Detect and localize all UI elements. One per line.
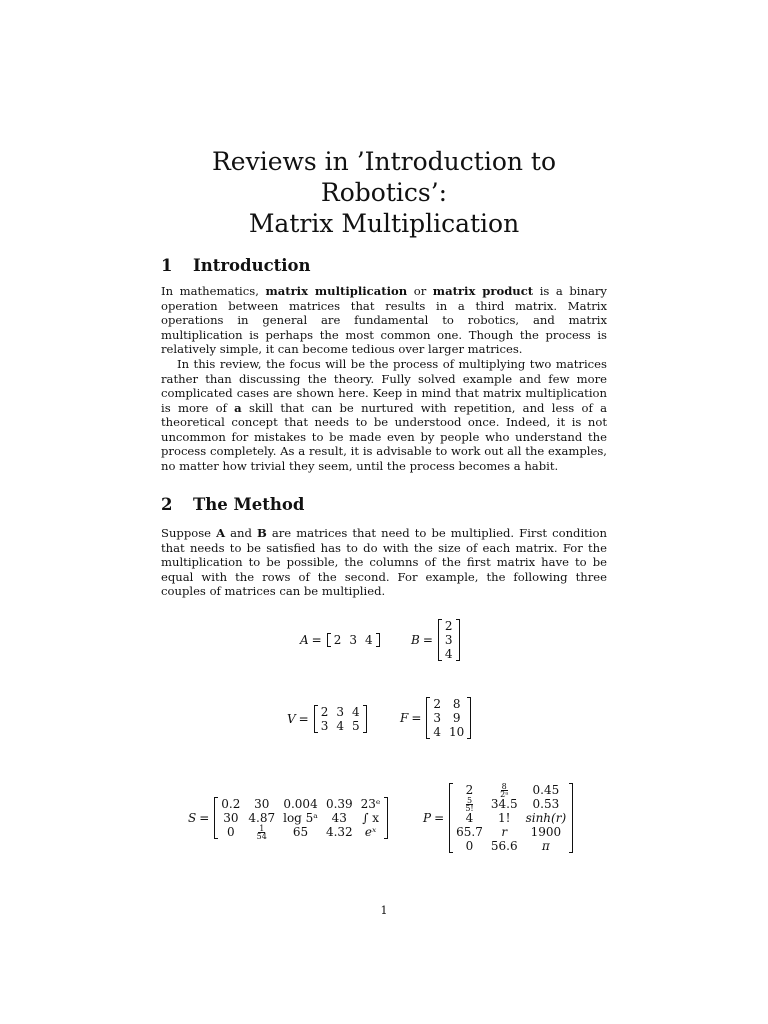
matrix-cell: r — [501, 825, 508, 839]
paper-title — [120, 146, 648, 239]
matrix-label: P = — [423, 811, 445, 825]
text-run: are matrices that need to be multiplied. First condition that needs to be satisfied has to do with the size of each matrix. For the multiplication to be possible, the columns of the first matrix have to be equal with the rows of the second. For example, the following three couples of matrices can be multiplied. — [161, 526, 607, 598]
matrix-cell: ∫ x — [362, 811, 380, 825]
matrix-cell: 10 — [449, 725, 465, 739]
matrix-cell: 65.7 — [456, 825, 483, 839]
matrix-cell: 1! — [497, 811, 511, 825]
matrix-label: S = — [188, 811, 210, 825]
equation-matrix-f — [400, 697, 471, 739]
matrix-cell: 8 — [452, 697, 461, 711]
matrix-cell: 56.6 — [490, 839, 518, 853]
matrix-cell: 4 — [444, 647, 453, 661]
text-run: In mathematics, — [161, 284, 266, 298]
matrix-symbol-b: B — [256, 526, 267, 540]
matrix-p — [449, 783, 573, 853]
matrix-label: F = — [400, 711, 422, 725]
section-number: 1 — [161, 256, 173, 275]
equation-matrix-p — [423, 783, 573, 853]
matrix-label: V = — [287, 712, 309, 726]
matrix-cell: 1900 — [530, 825, 562, 839]
matrix-cell: 2 — [465, 783, 474, 797]
text-run: is a binary operation between matrices that results in a third matrix. Matrix operations in general are fundamental to robotics, and matrix multiplication is perhaps the most common one. Though the process is relatively simple, it can become tedious over larger matrices. — [161, 284, 607, 356]
section-heading-method — [161, 495, 304, 514]
matrix-cell: eˣ — [364, 825, 377, 839]
matrix-cell: 2 — [333, 633, 342, 647]
matrix-cell: 3 — [349, 633, 358, 647]
matrix-cell: sinh(r) — [525, 811, 567, 825]
section-heading-introduction — [161, 256, 311, 275]
matrix-cell: 0 — [227, 825, 235, 839]
matrix-cell: 0 — [465, 839, 474, 853]
matrix-cell: 30 — [223, 811, 239, 825]
matrix-cell: 43 — [331, 811, 347, 825]
matrix-cell: 4 — [433, 725, 442, 739]
matrix-cell: 2 — [320, 705, 329, 719]
section-title: Introduction — [193, 256, 311, 275]
matrix-cell: 4.32 — [325, 825, 353, 839]
matrix-s — [214, 797, 387, 839]
section-title: The Method — [193, 495, 305, 514]
matrix-cell: $\frac{8}{\text{2ᵃ}}$ — [500, 782, 509, 799]
matrix-cell: 3 — [433, 711, 442, 725]
text-run: skill that can be nurtured with repetition, and less of a theoretical concept that needs to be understood once. Indeed, it is not uncommon for mistakes to be made even by people who understand the process completely. As a result, it is advisable to work out all the examples, no matter how trivial they seem, until the process becomes a habit. — [161, 400, 607, 473]
matrix-cell: 5 — [352, 719, 360, 733]
matrix-cell: π — [541, 839, 550, 853]
matrix-cell: 34.5 — [490, 797, 518, 811]
matrix-v — [314, 705, 367, 733]
matrix-cell: $\frac{1}{54}$ — [256, 824, 267, 841]
matrix-cell: 2 — [444, 619, 453, 633]
term-matrix-product: matrix product — [432, 284, 534, 298]
matrix-cell: log 5ᵃ — [283, 811, 318, 825]
emphasis-a: a — [234, 400, 242, 415]
text-run: and — [225, 526, 257, 540]
matrix-a — [327, 633, 380, 647]
matrix-cell: 0.004 — [283, 797, 318, 811]
title-line-3: Matrix Multiplication — [248, 209, 520, 238]
matrix-cell: 4 — [352, 705, 360, 719]
matrix-label: B = — [411, 633, 433, 647]
equation-matrix-b — [411, 619, 460, 661]
matrix-f — [426, 697, 471, 739]
matrix-cell: 3 — [444, 633, 453, 647]
matrix-cell: 4 — [336, 719, 345, 733]
matrix-cell: 4 — [465, 811, 474, 825]
matrix-cell: 9 — [452, 711, 461, 725]
matrix-symbol-a: A — [216, 526, 226, 540]
section-number: 2 — [161, 495, 173, 514]
equation-matrix-a — [300, 633, 380, 647]
text-run: Suppose — [161, 526, 217, 540]
matrix-cell: 23ᵉ — [360, 797, 381, 811]
equation-matrix-s — [188, 797, 388, 839]
intro-paragraph-2 — [161, 357, 607, 473]
matrix-cell: 0.2 — [221, 797, 241, 811]
text-run: or — [407, 284, 433, 298]
title-line-1: Reviews in ’Introduction to — [211, 147, 557, 176]
page-number: 1 — [380, 904, 388, 917]
title-line-2: Robotics’: — [320, 178, 448, 207]
matrix-cell: 2 — [433, 697, 442, 711]
matrix-cell: 3 — [320, 719, 329, 733]
matrix-cell: 30 — [254, 797, 270, 811]
matrix-cell: 3 — [336, 705, 345, 719]
matrix-cell: $\frac{5}{5!}$ — [465, 796, 474, 813]
matrix-b — [438, 619, 460, 661]
matrix-cell: 4 — [365, 633, 373, 647]
matrix-cell: 0.53 — [532, 797, 560, 811]
text-run: In this review, the focus will be the process of multiplying two matrices rather than discussing the theory. Fully solved example and few more complicated cases are shown here. Keep in mind that matrix multiplication is more of — [161, 357, 607, 415]
intro-paragraph-1 — [161, 284, 607, 357]
term-matrix-multiplication: matrix multiplication — [265, 284, 408, 298]
equation-matrix-v — [287, 705, 367, 733]
matrix-cell: 65 — [292, 825, 309, 839]
matrix-label: A = — [300, 633, 322, 647]
matrix-cell: 0.39 — [325, 797, 353, 811]
matrix-cell: 0.45 — [532, 783, 560, 797]
method-paragraph — [161, 526, 607, 599]
matrix-cell: 4.87 — [248, 811, 276, 825]
